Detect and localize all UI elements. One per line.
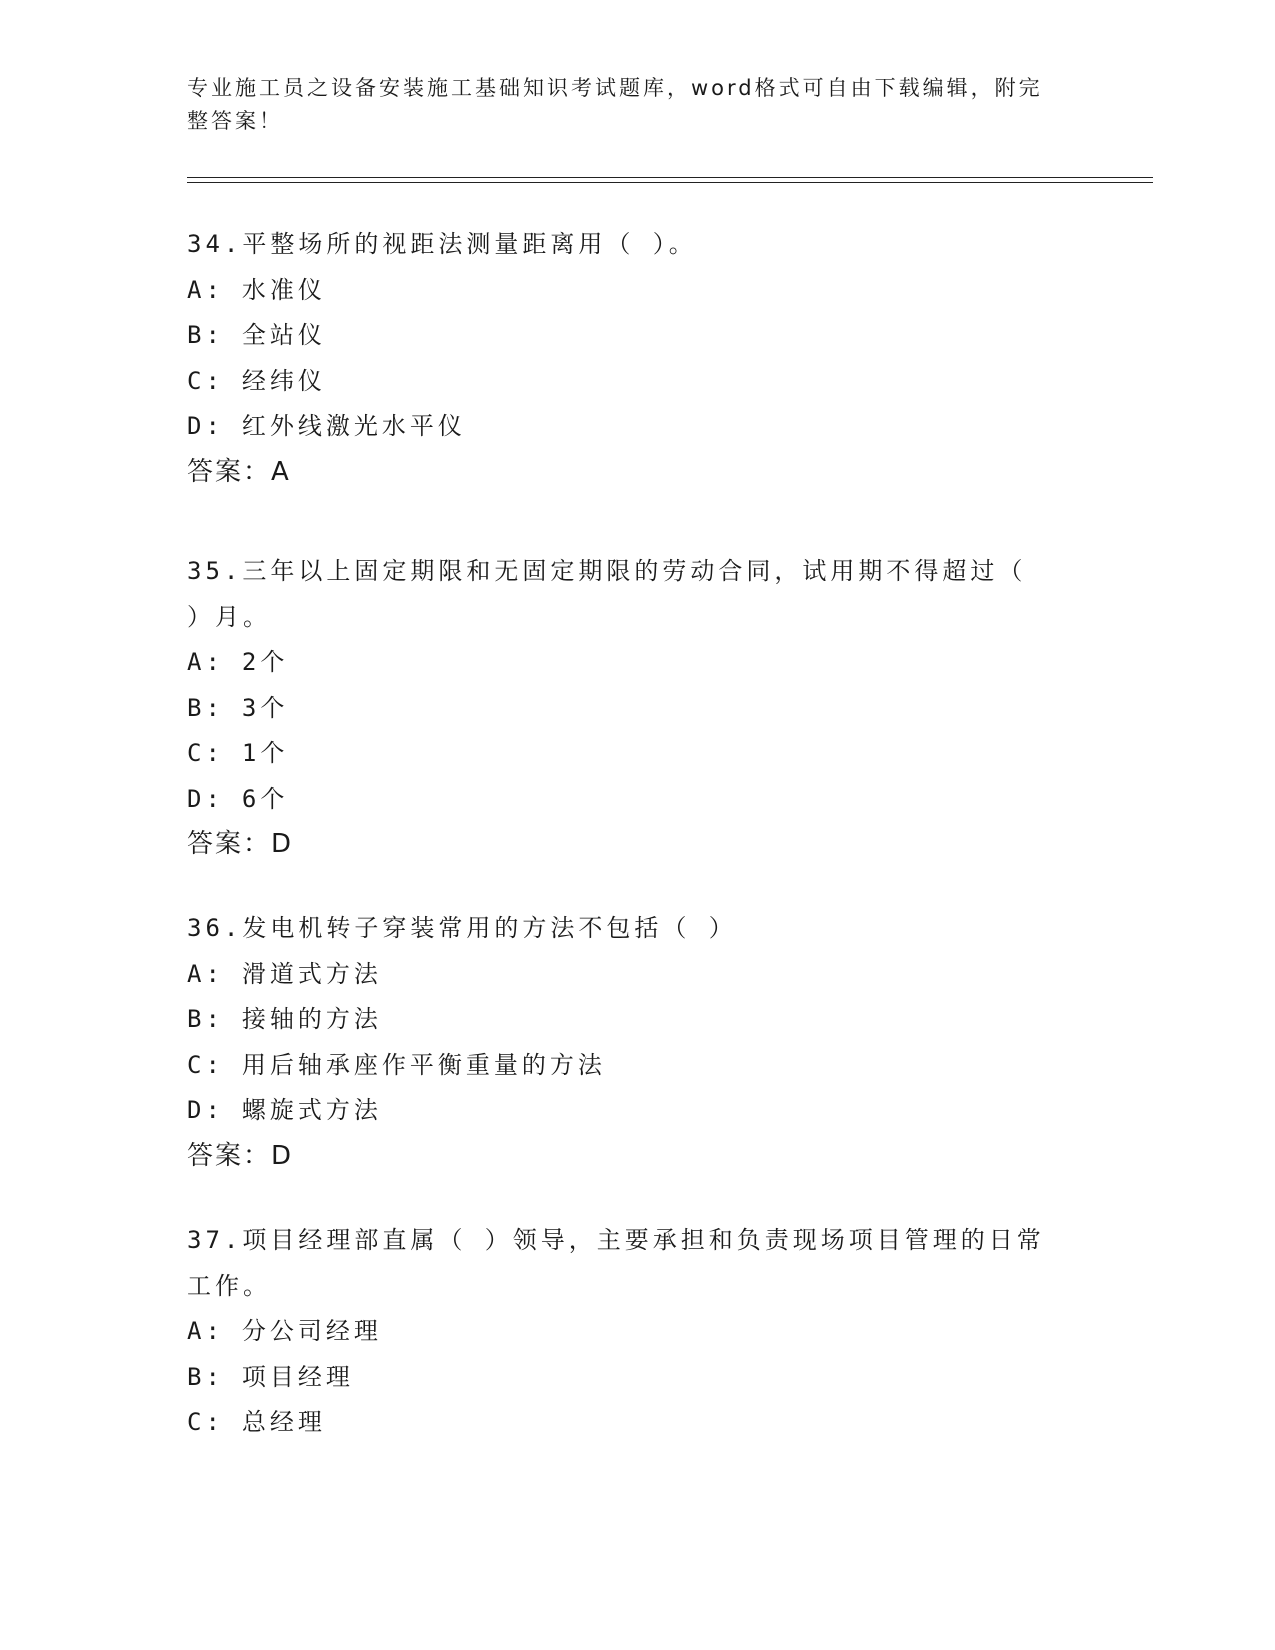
question-stem-continued: 工作。: [187, 1271, 271, 1300]
question-stem: 34.平整场所的视距法测量距离用（ ）。: [187, 230, 697, 258]
option-letter: B:: [187, 1005, 224, 1033]
answer-label: 答案：D: [187, 1140, 294, 1171]
option-letter: C:: [187, 366, 224, 395]
option-text: 全站仪: [241, 321, 326, 349]
option-text: 接轴的方法: [241, 1005, 382, 1033]
question-stem: 37.项目经理部直属（ ）领导，主要承担和负责现场项目管理的日常: [187, 1226, 1045, 1254]
option-text: 总经理: [241, 1408, 326, 1436]
option-text: 水准仪: [241, 275, 326, 304]
option-d: [187, 777, 1067, 823]
option-letter: C:: [187, 1408, 224, 1436]
option-a: [187, 268, 1067, 314]
option-letter: A:: [187, 275, 224, 304]
question-stem: 36.发电机转子穿装常用的方法不包括（ ）: [187, 914, 737, 942]
option-letter: C:: [187, 739, 224, 767]
option-text: 1个: [241, 739, 289, 767]
option-text: 用后轴承座作平衡重量的方法: [241, 1050, 606, 1079]
option-c: [187, 731, 1067, 777]
question-stem-continued: ）月。: [187, 602, 271, 631]
question-35: [187, 549, 1067, 868]
header-line-1: 专业施工员之设备安装施工基础知识考试题库，word格式可自由下载编辑，附完: [187, 76, 1043, 100]
question-stem: 35.三年以上固定期限和无固定期限的劳动合同，试用期不得超过（: [187, 557, 1027, 585]
option-text: 红外线激光水平仪: [241, 412, 466, 440]
header-divider-bottom: [187, 182, 1153, 183]
option-text: 6个: [241, 784, 289, 813]
option-text: 经纬仪: [241, 366, 326, 395]
option-c: [187, 1043, 1067, 1089]
option-text: 2个: [241, 648, 289, 676]
option-d: [187, 404, 1067, 450]
document-header: [187, 72, 1067, 138]
option-text: 分公司经理: [241, 1317, 382, 1345]
option-c: [187, 359, 1067, 405]
option-b: [187, 1355, 1067, 1401]
header-line-2: 整答案！: [187, 109, 283, 133]
option-a: [187, 1309, 1067, 1355]
option-text: 螺旋式方法: [241, 1096, 382, 1124]
option-text: 滑道式方法: [241, 959, 382, 988]
question-34: [187, 222, 1067, 495]
option-letter: A:: [187, 1317, 224, 1345]
option-text: 项目经理: [241, 1362, 354, 1391]
option-letter: D:: [187, 1096, 224, 1124]
question-37: [187, 1218, 1067, 1446]
question-36: [187, 906, 1067, 1179]
option-letter: A:: [187, 648, 224, 676]
option-letter: D:: [187, 784, 224, 813]
option-letter: D:: [187, 412, 224, 440]
header-divider-top: [187, 177, 1153, 178]
option-c: [187, 1400, 1067, 1446]
option-b: [187, 686, 1067, 732]
option-letter: A:: [187, 959, 224, 988]
option-letter: B:: [187, 693, 224, 722]
option-letter: B:: [187, 1362, 224, 1391]
option-b: [187, 313, 1067, 359]
option-b: [187, 997, 1067, 1043]
option-a: [187, 952, 1067, 998]
option-letter: B:: [187, 321, 224, 349]
answer-label: 答案：D: [187, 829, 294, 859]
option-text: 3个: [241, 693, 289, 722]
option-letter: C:: [187, 1050, 224, 1079]
answer-label: 答案：A: [187, 456, 291, 487]
option-a: [187, 640, 1067, 686]
option-d: [187, 1088, 1067, 1134]
